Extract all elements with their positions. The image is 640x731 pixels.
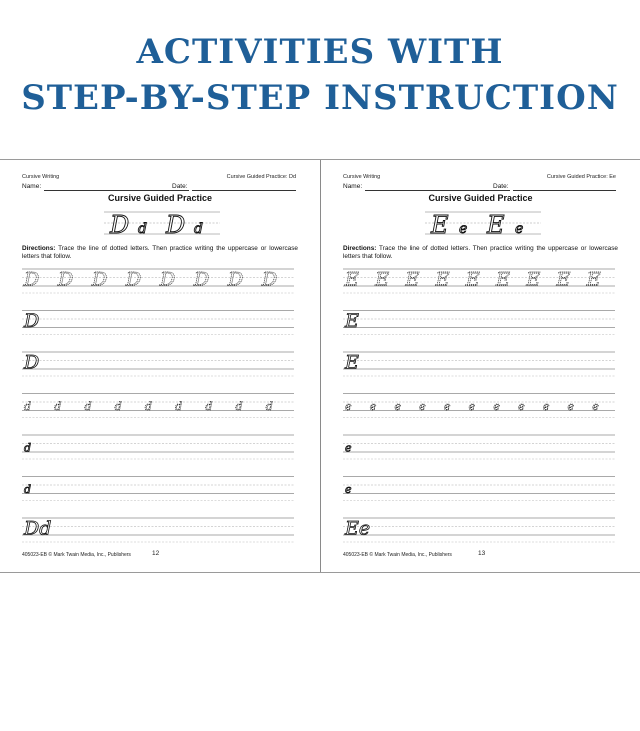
practice-row <box>22 269 294 294</box>
dotted-trace-letter: E <box>465 268 480 291</box>
dotted-trace-letter: E <box>586 268 601 291</box>
practice-row <box>22 477 294 501</box>
practice-row <box>22 435 294 459</box>
dotted-trace-letter: e <box>518 400 525 413</box>
page-number: 12 <box>152 550 160 557</box>
dotted-trace-letter: d <box>144 400 152 413</box>
model-letter: d <box>194 221 203 237</box>
name-label: Name: <box>343 183 363 190</box>
page-header <box>22 174 296 180</box>
dotted-trace-letter: D <box>262 268 278 291</box>
model-letter: E <box>431 211 449 238</box>
example-letter: Dd <box>24 517 52 540</box>
directions <box>343 245 618 261</box>
dotted-trace-letter: d <box>84 400 92 413</box>
dotted-trace-letter: e <box>419 400 426 413</box>
date-line <box>513 190 616 191</box>
dotted-trace-letter: E <box>526 268 541 291</box>
headline-line-2: STEP-BY-STEP INSTRUCTION <box>21 78 619 118</box>
page-number: 13 <box>478 550 486 557</box>
headline-line-1: ACTIVITIES WITH <box>136 32 504 72</box>
dotted-trace-letter: d <box>265 400 273 413</box>
page-title: Cursive Guided Practice <box>107 193 213 203</box>
practice-row <box>343 435 615 459</box>
dotted-trace-letter: D <box>228 268 244 291</box>
model-letter: e <box>459 221 468 237</box>
dotted-trace-letter: e <box>394 400 401 413</box>
practice-rows <box>22 265 294 550</box>
header-subject: Cursive Writing <box>22 174 60 180</box>
dotted-trace-letter: e <box>468 400 476 413</box>
dotted-trace-letter: E <box>435 268 450 291</box>
example-letter: D <box>24 351 40 374</box>
example-letter: e <box>345 483 352 496</box>
page-header <box>343 174 616 180</box>
example-letter: Ee <box>345 517 371 540</box>
practice-row <box>22 310 294 335</box>
model-letter: D <box>110 211 130 238</box>
header-topic: Cursive Guided Practice: Ee <box>546 174 616 180</box>
practice-row <box>343 310 615 335</box>
page-title: Cursive Guided Practice <box>428 193 533 203</box>
dotted-trace-letter: E <box>556 268 571 291</box>
example-letter: D <box>24 310 40 332</box>
practice-row <box>343 518 615 543</box>
dotted-trace-letter: d <box>205 400 213 413</box>
name-line <box>365 190 510 191</box>
practice-rows <box>343 265 615 550</box>
name-label: Name: <box>22 183 42 190</box>
practice-row <box>22 352 294 377</box>
dotted-trace-letter: D <box>24 268 40 291</box>
dotted-trace-letter: d <box>114 400 122 413</box>
dotted-trace-letter: E <box>405 268 420 291</box>
dotted-trace-letter: d <box>175 400 183 413</box>
example-letter: E <box>345 351 359 374</box>
dotted-trace-letter: d <box>235 400 243 413</box>
model-letter: D <box>166 211 186 238</box>
directions-text: Trace the line of dotted letters. Then practice writing the uppercase or lowercase letters that follow. <box>343 245 618 260</box>
example-letter: E <box>345 310 359 332</box>
page-footer: 405023-EB © Mark Twain Media, Inc., Publishers <box>22 552 131 558</box>
book-spread <box>0 159 640 573</box>
directions-label: Directions: <box>22 245 56 252</box>
model-letters <box>425 208 541 238</box>
dotted-trace-letter: e <box>567 400 575 413</box>
model-letter: E <box>487 211 505 238</box>
model-letters <box>104 208 220 238</box>
dotted-trace-letter: E <box>345 268 359 291</box>
dotted-trace-letter: d <box>24 400 32 413</box>
directions-label: Directions: <box>343 245 377 252</box>
dotted-trace-letter: e <box>493 400 500 413</box>
dotted-trace-letter: e <box>542 400 550 413</box>
example-letter: e <box>345 441 352 455</box>
practice-row <box>343 394 615 418</box>
dotted-trace-letter: e <box>443 400 451 413</box>
dotted-trace-letter: e <box>592 400 599 413</box>
dotted-trace-letter: d <box>54 400 62 413</box>
dotted-trace-letter: e <box>345 400 352 413</box>
practice-row <box>343 477 615 501</box>
dotted-trace-letter: E <box>496 268 510 291</box>
dotted-trace-letter: e <box>369 400 377 413</box>
directions-text: Trace the line of dotted letters. Then practice writing the uppercase or lowercase letters that follow. <box>22 245 298 260</box>
example-letter: d <box>24 483 32 496</box>
worksheet-page-ee <box>321 160 640 572</box>
model-letter: e <box>515 221 524 237</box>
dotted-trace-letter: D <box>58 268 74 291</box>
date-line <box>192 190 296 191</box>
dotted-trace-letter: D <box>160 268 176 291</box>
header-subject: Cursive Writing <box>343 174 381 180</box>
dotted-trace-letter: D <box>194 268 210 291</box>
dotted-trace-letter: D <box>126 268 142 291</box>
dotted-trace-letter: D <box>92 268 108 291</box>
worksheet-page-dd <box>0 160 320 572</box>
name-line <box>44 190 189 191</box>
practice-row <box>343 352 615 377</box>
example-letter: d <box>24 441 32 455</box>
practice-row <box>22 394 294 418</box>
date-label: Date: <box>172 183 188 190</box>
practice-row <box>343 269 615 294</box>
date-label: Date: <box>493 183 509 190</box>
practice-row <box>22 518 294 543</box>
dotted-trace-letter: E <box>375 268 390 291</box>
model-letter: d <box>138 221 147 237</box>
header-topic: Cursive Guided Practice: Dd <box>226 174 296 180</box>
directions <box>22 245 298 261</box>
page-footer: 405023-EB © Mark Twain Media, Inc., Publishers <box>343 552 452 558</box>
